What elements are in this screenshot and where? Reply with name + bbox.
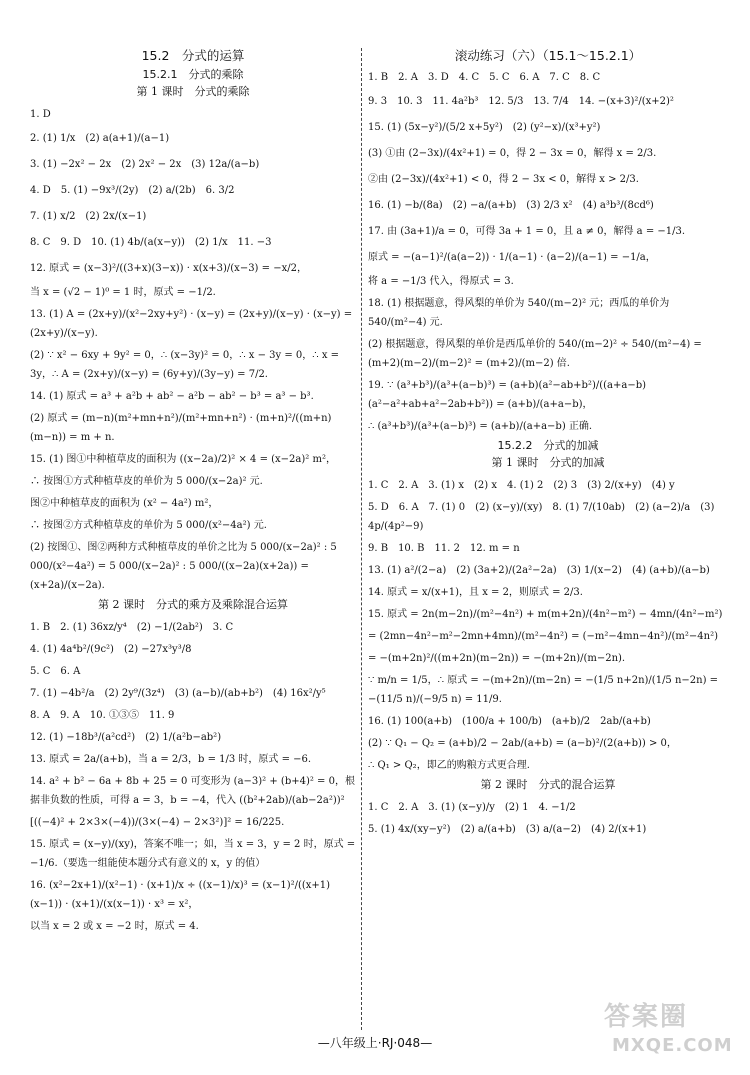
answer-line: 18. (1) 根据题意，得风梨的单价为 540/(m−2)² 元；西瓜的单价为 540/(m²−4) 元. (368, 297, 670, 328)
answer-line: ②由 (2−3x)/(4x²+1) < 0，得 2 − 3x < 0，解得 x > 2/3. (368, 173, 639, 185)
answer-line: 将 a = −1/3 代入，得原式 = 3. (368, 275, 514, 287)
answer-line: 15. 原式 = 2n(m−2n)/(m²−4n²) + m(m+2n)/(4n²−m²) − 4mn/(4n²−m²) (368, 609, 723, 621)
answer-line: 8. A 9. A 10. ①③⑤ 11. 9 (30, 709, 175, 721)
answer-line: 19. ∵ (a³+b³)/(a³+(a−b)³) = (a+b)(a²−ab+b²)/((a+a−b)(a²−a²+ab+a²−2ab+b²)) = (a+b)/(a+a−b)， (368, 379, 647, 410)
watermark-logo (598, 999, 736, 1063)
answer-line: 1. B 2. A 3. D 4. C 5. C 6. A 7. C 8. C (368, 71, 601, 83)
answer-line: 5. D 6. A 7. (1) 0 (2) (x−y)/(xy) 8. (1) 7/(10ab) (2) (a−2)/a (3) 4p/(4p²−9) (368, 502, 715, 533)
subsection-heading-15-2-1: 15.2.1 分式的乘除 (142, 67, 244, 81)
answer-line: 1. D (30, 109, 51, 121)
answer-line: 4. D 5. (1) −9x³/(2y) (2) a/(2b) 6. 3/2 (30, 185, 235, 197)
answer-line: 15. 原式 = (x−y)/(xy)，答案不唯一；如，当 x = 3，y = 2 时，原式 = −1/6.（要选一组能使本题分式有意义的 x，y 的值） (30, 838, 356, 869)
lesson-1-answers (30, 105, 356, 595)
lesson-2-answers (30, 618, 356, 936)
answer-line: 5. (1) 4x/(xy−y²) (2) a/(a+b) (3) a/(a−2) (4) 2/(x+1) (368, 823, 647, 835)
answer-line: 13. (1) a²/(2−a) (2) (3a+2)/(2a²−2a) (3) 1/(x−2) (4) (a+b)/(a−b) (368, 565, 710, 577)
answer-line: 17. 由 (3a+1)/a = 0，可得 3a + 1 = 0，且 a ≠ 0，解得 a = −1/3. (368, 225, 686, 237)
page-footer: —八年级上·RJ·048— (317, 1036, 433, 1050)
answer-line: 当 x = (√2 − 1)⁰ = 1 时，原式 = −1/2. (30, 287, 216, 299)
answer-line: 13. (1) A = (2x+y)/(x²−2xy+y²) · (x−y) = (2x+y)/(x−y) · (x−y) = (2x+y)/(x−y). (30, 309, 353, 340)
answer-line: 9. 3 10. 3 11. 4a²b³ 12. 5/3 13. 7/4 14. −(x+3)²/(x+2)² (368, 95, 674, 107)
answer-line: (2) 按图①、图②两种方式种植草皮的单价之比为 5 000/(x−2a)² : 5 000/(x²−4a²) = 5 000/(x−2a)² : 5 000/((x−2a)(x+2a)) = (x+2a)/(x−2a). (30, 542, 337, 592)
lesson-1-title: 第 1 课时 分式的乘除 (136, 85, 250, 99)
lesson-mixed-title: 第 2 课时 分式的混合运算 (480, 778, 616, 792)
answer-line: = −(m+2n)²/((m+2n)(m−2n)) = −(m+2n)/(m−2n). (368, 653, 626, 665)
mixed-answers (368, 798, 728, 839)
lesson-add-title: 第 1 课时 分式的加减 (491, 456, 605, 470)
left-column (30, 48, 356, 939)
answer-line: (3) ①由 (2−3x)/(4x²+1) = 0，得 2 − 3x = 0，解得 x = 2/3. (368, 147, 657, 159)
lesson-2-title: 第 2 课时 分式的乘方及乘除混合运算 (98, 598, 288, 612)
watermark-text: 答案圈 (604, 1002, 689, 1032)
answer-line: 12. (1) −18b³/(a²cd²) (2) 1/(a²b−ab²) (30, 731, 222, 743)
answer-line: (2) 根据题意，得风梨的单价是西瓜单价的 540/(m−2)² ÷ 540/(m²−4) = (m+2)(m−2)/(m−2)² = (m+2)/(m−2) 倍. (368, 338, 702, 369)
answer-line: 1. B 2. (1) 36xz/y⁴ (2) −1/(2ab²) 3. C (30, 621, 234, 633)
answer-line: ∴ 按图②方式种植草皮的单价为 5 000/(x²−4a²) 元. (30, 520, 267, 532)
answer-line: ∴ Q₁ > Q₂，即乙的购粮方式更合理. (368, 760, 530, 772)
answer-line: 14. (1) 原式 = a³ + a²b + ab² − a²b − ab² − b³ = a³ − b³. (30, 391, 314, 403)
right-column (368, 48, 728, 842)
answer-line: (2) 原式 = (m−n)(m²+mn+n²)/(m²+mn+n²) · (m+n)²/((m+n)(m−n)) = m + n. (30, 413, 332, 444)
answer-line: 13. 原式 = 2a/(a+b)，当 a = 2/3，b = 1/3 时，原式 = −6. (30, 753, 312, 765)
answer-line: 1. C 2. A 3. (1) (x−y)/y (2) 1 4. −1/2 (368, 801, 576, 813)
practice-answers (368, 68, 728, 436)
section-heading-15-2: 15.2 分式的运算 (141, 48, 245, 63)
answer-line: 16. (x²−2x+1)/(x²−1) · (x+1)/x ÷ ((x−1)/x)³ = (x−1)²/((x+1)(x−1)) · (x+1)/(x(x−1)) · x³ = x²， (30, 879, 331, 910)
answer-line: 16. (1) 100(a+b) (100/a + 100/b) (a+b)/2 2ab/(a+b) (368, 716, 651, 728)
answer-line: 以当 x = 2 或 x = −2 时，原式 = 4. (30, 920, 199, 932)
answer-line: ∴ (a³+b³)/(a³+(a−b)³) = (a+b)/(a+a−b) 正确. (368, 420, 593, 432)
answer-line: 14. a² + b² − 6a + 8b + 25 = 0 可变形为 (a−3)² + (b+4)² = 0，根据非负数的性质，可得 a = 3，b = −4，代入 ((b²+2ab)/(ab−2a²))² (30, 775, 355, 806)
answer-line: 5. C 6. A (30, 665, 81, 677)
watermark-url: MXQE.COM (612, 1035, 733, 1056)
answer-line: 16. (1) −b/(8a) (2) −a/(a+b) (3) 2/3 x² (4) a³b³/(8cd⁶) (368, 199, 654, 211)
answer-line: 7. (1) −4b²/a (2) 2y⁹/(3z⁴) (3) (a−b)/(ab+b²) (4) 16x²/y⁵ (30, 687, 326, 699)
column-divider (361, 48, 362, 1030)
answer-line: 4. (1) 4a⁴b²/(9c²) (2) −27x³y³/8 (30, 643, 192, 655)
answer-line: 7. (1) x/2 (2) 2x/(x−1) (30, 211, 147, 223)
answer-line: ∵ m/n = 1/5，∴ 原式 = −(m+2n)/(m−2n) = −(1/5 n+2n)/(1/5 n−2n) = −(11/5 n)/(−9/5 n) = 11/9. (368, 675, 719, 706)
add-answers (368, 476, 728, 775)
answer-line: [((−4)² + 2×3×(−4))/(3×(−4) − 2×3²)]² = 16/225. (30, 816, 285, 828)
answer-line: 14. 原式 = x/(x+1)，且 x = 2，则原式 = 2/3. (368, 587, 583, 599)
answer-line: (2) ∵ x² − 6xy + 9y² = 0，∴ (x−3y)² = 0，∴ x − 3y = 0，∴ x = 3y，∴ A = (2x+y)/(x−y) = (6y+y)/(3y−y) = 7/2. (30, 350, 340, 381)
answer-line: 图②中种植草皮的面积为 (x² − 4a²) m²， (30, 498, 219, 510)
answer-line: 8. C 9. D 10. (1) 4b/(a(x−y)) (2) 1/x 11. −3 (30, 237, 272, 249)
answer-line: 15. (1) (5x−y²)/(5/2 x+5y²) (2) (y²−x)/(x³+y²) (368, 121, 601, 133)
answer-line: 15. (1) 图①中种植草皮的面积为 ((x−2a)/2)² × 4 = (x−2a)² m²， (30, 454, 336, 466)
answer-line: 1. C 2. A 3. (1) x (2) x 4. (1) 2 (2) 3 (3) 2/(x+y) (4) y (368, 480, 675, 492)
answer-line: 原式 = −(a−1)²/(a(a−2)) · 1/(a−1) · (a−2)/(a−1) = −1/a， (368, 251, 656, 263)
answer-line: = (2mn−4n²−m²−2mn+4mn)/(m²−4n²) = (−m²−4mn−4n²)/(m²−4n²) (368, 631, 719, 643)
answer-line: 12. 原式 = (x−3)²/((3+x)(3−x)) · x(x+3)/(x−3) = −x/2， (30, 263, 307, 275)
answer-line: ∴ 按图①方式种植草皮的单价为 5 000/(x−2a)² 元. (30, 476, 263, 488)
answer-line: 9. B 10. B 11. 2 12. m = n (368, 543, 520, 555)
answer-line: 2. (1) 1/x (2) a(a+1)/(a−1) (30, 133, 170, 145)
answer-line: (2) ∵ Q₁ − Q₂ = (a+b)/2 − 2ab/(a+b) = (a−b)²/(2(a+b)) > 0， (368, 738, 677, 750)
answer-line: 3. (1) −2x² − 2x (2) 2x² − 2x (3) 12a/(a−b) (30, 159, 260, 171)
practice-heading: 滚动练习（六）（15.1～15.2.1） (454, 48, 642, 63)
subsection-heading-15-2-2: 15.2.2 分式的加减 (497, 438, 599, 452)
